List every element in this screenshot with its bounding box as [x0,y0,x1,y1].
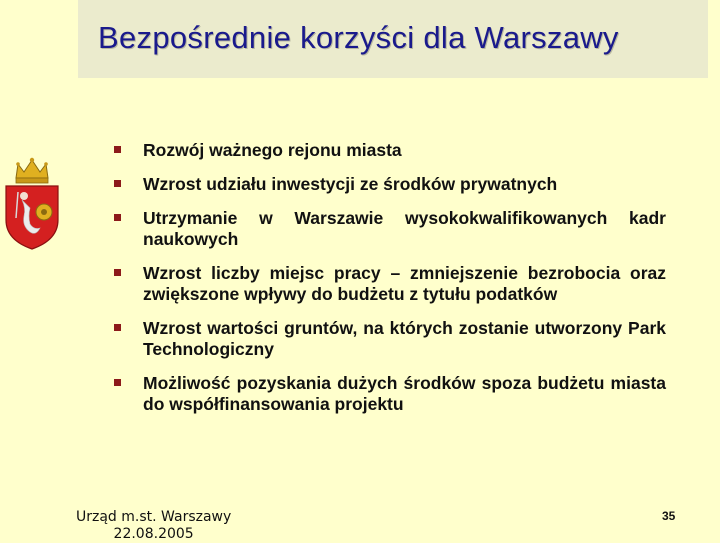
bullet-text: Utrzymanie w Warszawie wysokokwalifikowanych kadr naukowych [143,208,666,249]
footer-date: 22.08.2005 [113,526,194,542]
slide-title: Bezpośrednie korzyści dla Warszawy [98,20,619,55]
warsaw-crest-icon [2,152,62,250]
bullet-text: Wzrost wartości gruntów, na których zostanie utworzony Park Technologiczny [143,318,666,359]
bullet-text: Możliwość pozyskania dużych środków spoza budżetu miasta do współfinansowania projektu [143,373,666,414]
bullet-text: Rozwój ważnego rejonu miasta [143,140,402,160]
bullet-item [112,318,666,360]
bullet-item [112,174,666,195]
bullet-item [112,373,666,415]
footer-organization-name: Urząd m.st. Warszawy [76,509,232,525]
page-number: 35 [662,509,676,523]
bullet-marker-icon [114,324,121,331]
bullet-text: Wzrost udziału inwestycji ze środków prywatnych [143,174,558,194]
bullet-marker-icon [114,214,121,221]
bullet-marker-icon [114,180,121,187]
bullet-item [112,208,666,250]
footer-organization [76,509,231,543]
bullet-marker-icon [114,379,121,386]
bullet-marker-icon [114,146,121,153]
bullet-list [112,140,666,428]
bullet-item [112,263,666,305]
bullet-text: Wzrost liczby miejsc pracy – zmniejszenie bezrobocia oraz zwiększone wpływy do budżetu z tytułu podatków [143,263,666,304]
bullet-marker-icon [114,269,121,276]
bullet-item [112,140,666,161]
